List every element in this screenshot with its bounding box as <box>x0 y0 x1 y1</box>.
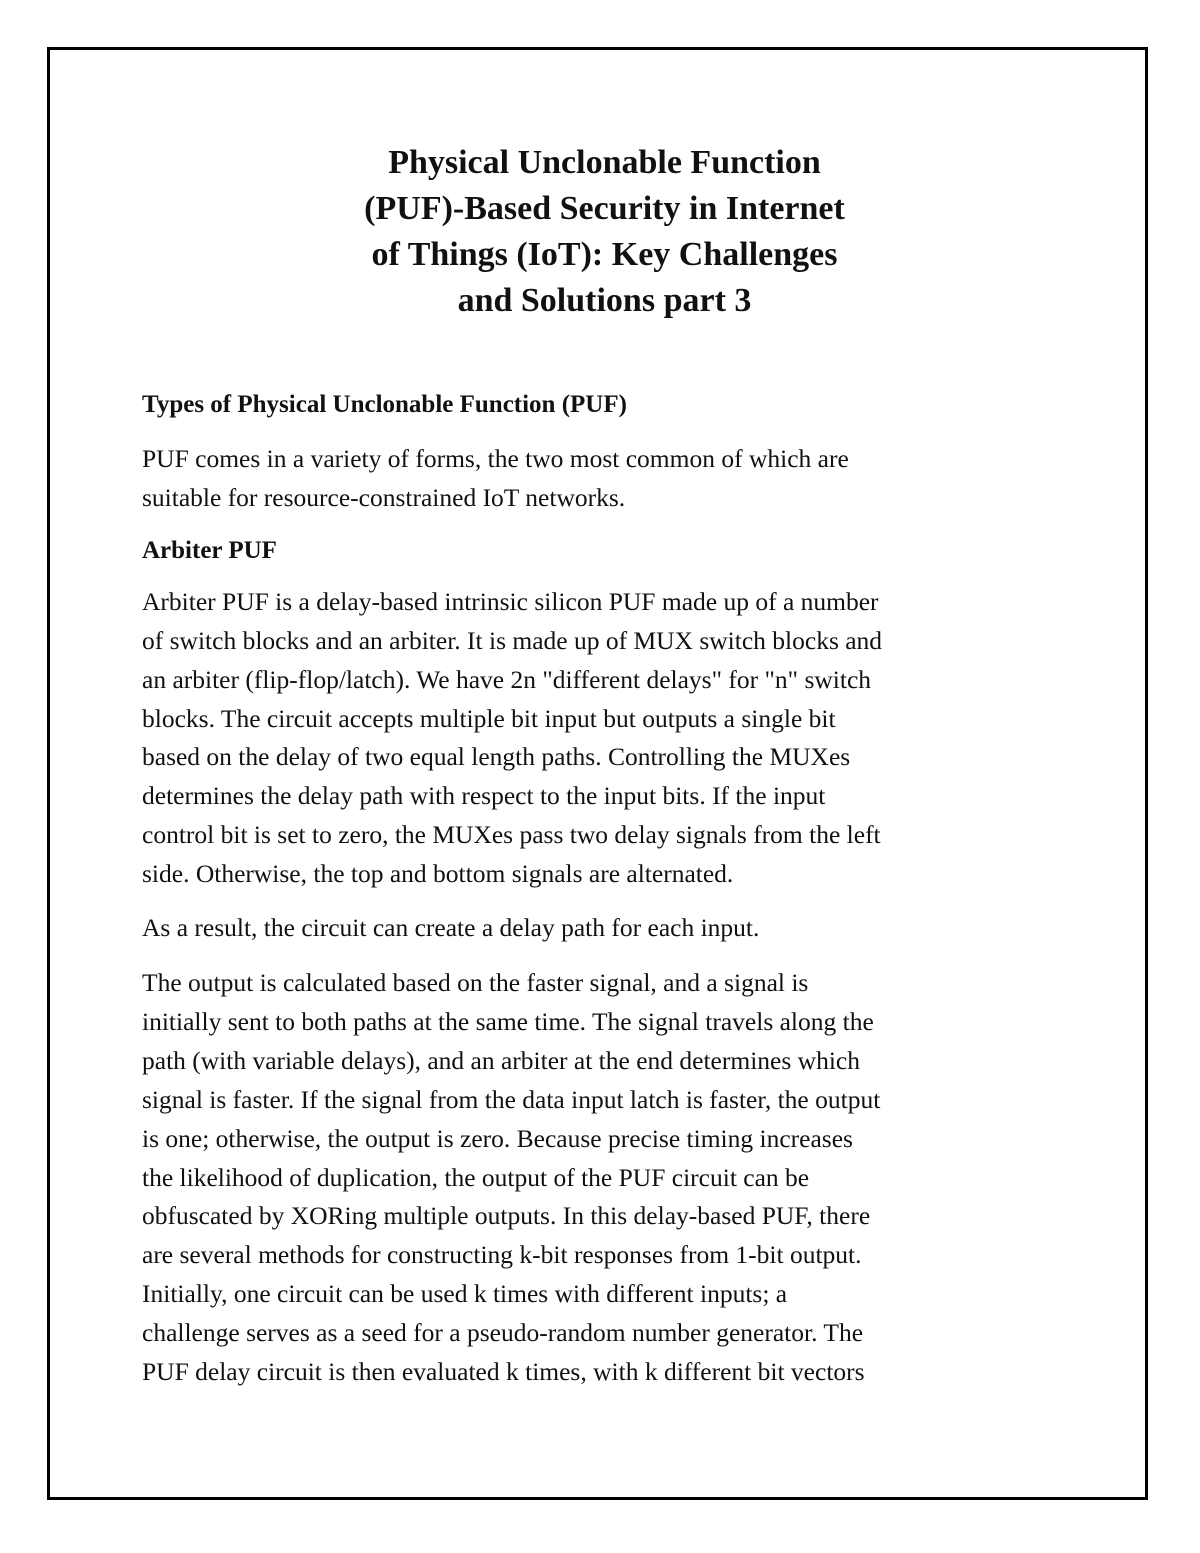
text-line: Initially, one circuit can be used k times with different inputs; a <box>142 1279 788 1309</box>
text-line: The output is calculated based on the faster signal, and a signal is <box>142 967 809 997</box>
title-line: (PUF)-Based Security in Internet <box>364 190 845 227</box>
document-body <box>142 140 1067 1392</box>
text-line: is one; otherwise, the output is zero. Because precise timing increases <box>142 1123 853 1153</box>
text-line: PUF delay circuit is then evaluated k times, with k different bit vectors <box>142 1357 865 1387</box>
title-line: of Things (IoT): Key Challenges <box>371 236 838 273</box>
text-line: the likelihood of duplication, the output of the PUF circuit can be <box>142 1162 810 1192</box>
arbiter-paragraph <box>142 583 1067 894</box>
title-line: and Solutions part 3 <box>457 282 752 319</box>
text-line: obfuscated by XORing multiple outputs. In this delay-based PUF, there <box>142 1201 871 1231</box>
text-line: signal is faster. If the signal from the data input latch is faster, the output <box>142 1084 881 1114</box>
text-line: initially sent to both paths at the same time. The signal travels along the <box>142 1006 874 1036</box>
text-line: path (with variable delays), and an arbiter at the end determines which <box>142 1045 860 1075</box>
arbiter-puf-heading: Arbiter PUF <box>142 536 277 564</box>
title-line: Physical Unclonable Function <box>388 144 821 181</box>
result-paragraph <box>142 909 1067 948</box>
document-title <box>285 140 925 324</box>
text-line: are several methods for constructing k-bit responses from 1-bit output. <box>142 1240 862 1270</box>
text-line: of switch blocks and an arbiter. It is made up of MUX switch blocks and <box>142 625 883 655</box>
text-line: Arbiter PUF is a delay-based intrinsic silicon PUF made up of a number <box>142 586 879 616</box>
output-paragraph <box>142 964 1067 1392</box>
text-line: blocks. The circuit accepts multiple bit input but outputs a single bit <box>142 703 836 733</box>
text-line: challenge serves as a seed for a pseudo-random number generator. The <box>142 1318 864 1348</box>
section-heading: Types of Physical Unclonable Function (PUF) <box>142 391 627 418</box>
text-line: suitable for resource-constrained IoT networks. <box>142 482 626 512</box>
text-line: As a result, the circuit can create a delay path for each input. <box>142 913 760 943</box>
text-line: determines the delay path with respect to the input bits. If the input <box>142 781 826 811</box>
text-line: based on the delay of two equal length paths. Controlling the MUXes <box>142 742 851 772</box>
text-line: side. Otherwise, the top and bottom signals are alternated. <box>142 859 734 889</box>
text-line: an arbiter (flip-flop/latch). We have 2n "different delays" for "n" switch <box>142 664 872 694</box>
intro-paragraph <box>142 440 1067 518</box>
text-line: control bit is set to zero, the MUXes pass two delay signals from the left <box>142 820 881 850</box>
text-line: PUF comes in a variety of forms, the two most common of which are <box>142 444 849 473</box>
